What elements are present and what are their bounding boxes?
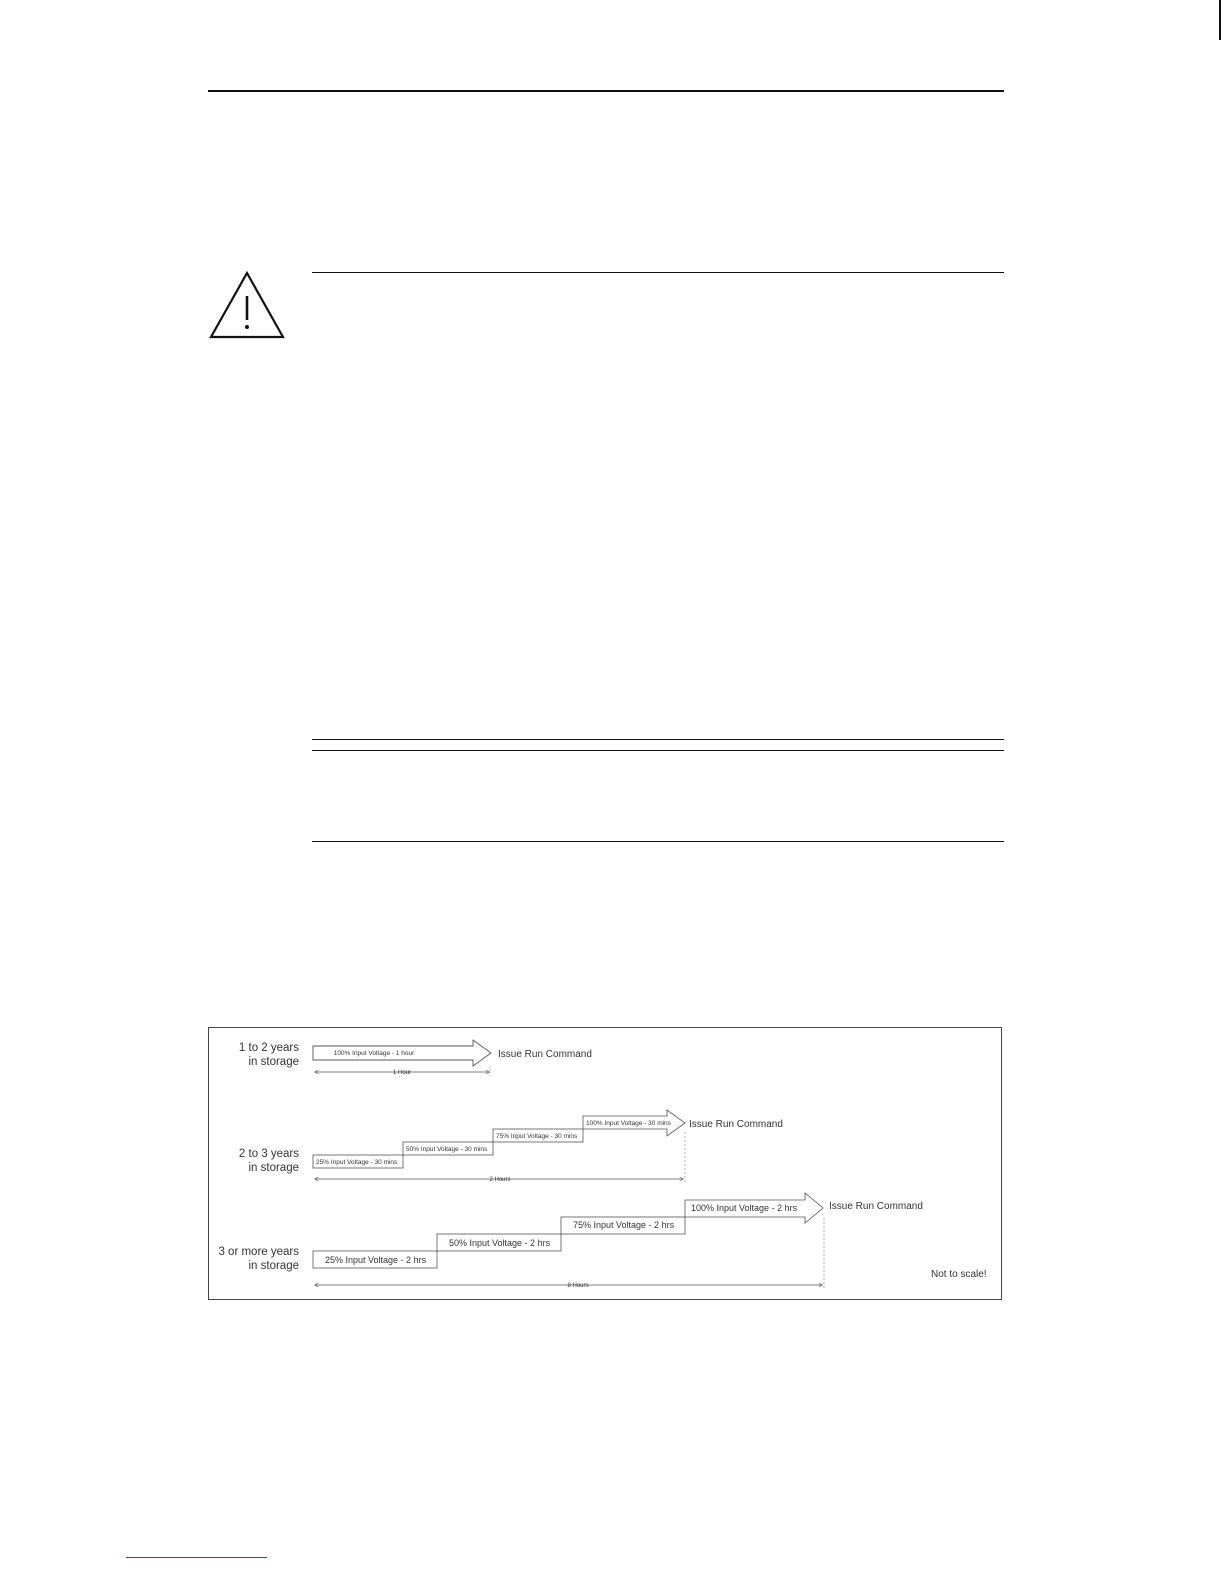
row2-label-line2: in storage	[248, 1162, 299, 1174]
warning-top-rule	[312, 272, 1004, 273]
note-bottom-rule	[312, 841, 1004, 842]
row2-step3-label: 75% Input Voltage - 30 mins	[496, 1133, 578, 1140]
row3-label-line1: 3 or more years	[218, 1246, 299, 1258]
row2-step1-label: 25% Input Voltage - 30 mins	[316, 1159, 398, 1166]
row2-step4-label: 100% Input Voltage - 30 mins	[586, 1120, 671, 1127]
row3-label-line2: in storage	[248, 1260, 299, 1272]
row3-step3-label: 75% Input Voltage - 2 hrs	[573, 1220, 675, 1230]
page-edge-marker	[1219, 0, 1221, 40]
header-rule	[208, 90, 1004, 92]
row2-step2-label: 50% Input Voltage - 30 mins	[406, 1146, 488, 1153]
row3-command: Issue Run Command	[829, 1201, 923, 1212]
row2-duration: 2 Hours	[489, 1177, 511, 1183]
diagram-canvas	[209, 1028, 1001, 1299]
note-top-rule-1	[312, 739, 1004, 740]
row3-step2-label: 50% Input Voltage - 2 hrs	[449, 1238, 551, 1248]
row3-duration: 8 Hours	[567, 1283, 589, 1289]
row1-step1-label: 100% Input Voltage - 1 hour	[333, 1050, 415, 1057]
row1-command: Issue Run Command	[498, 1049, 592, 1060]
row3-step4-label: 100% Input Voltage - 2 hrs	[691, 1203, 798, 1213]
warning-triangle-icon	[208, 270, 286, 340]
row1-label-line1: 1 to 2 years	[238, 1042, 299, 1054]
row2-command: Issue Run Command	[689, 1119, 783, 1130]
row3-step1-label: 25% Input Voltage - 2 hrs	[325, 1255, 427, 1265]
row2-label-line1: 2 to 3 years	[238, 1148, 299, 1160]
note-top-rule-2	[312, 750, 1004, 751]
storage-reforming-diagram	[208, 1027, 1002, 1300]
scale-note: Not to scale!	[931, 1269, 987, 1280]
row1-label-line2: in storage	[248, 1056, 299, 1068]
footer-link-underline[interactable]	[126, 1557, 267, 1558]
row1-duration: 1 Hour	[392, 1070, 412, 1076]
